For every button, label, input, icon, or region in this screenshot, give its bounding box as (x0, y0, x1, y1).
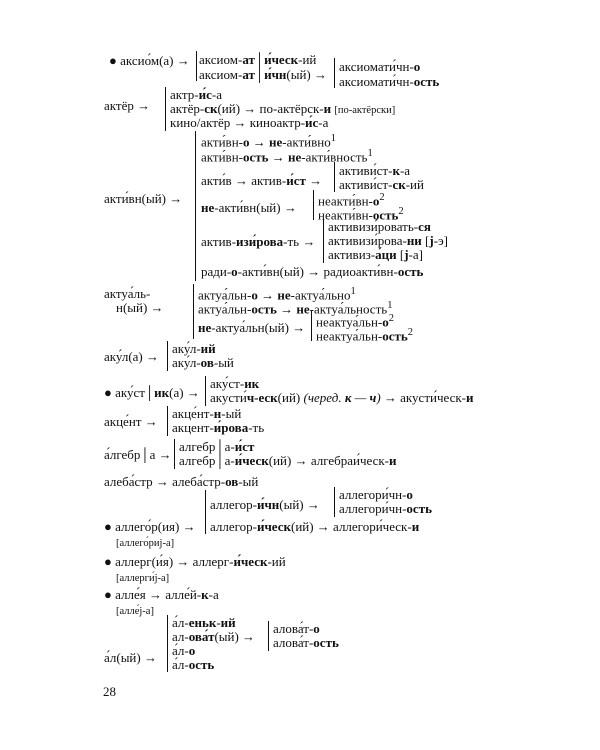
bracket (196, 51, 197, 81)
derivative: акти́в → актив-и́ст → (201, 173, 323, 188)
entry-headword: алеба́стр → алеба́стр-ов-ый (104, 474, 259, 489)
bracket (313, 190, 314, 220)
entry-headword: н(ый) → (116, 300, 164, 315)
bracket (167, 615, 168, 672)
derivative: аксиом-ат│и́ческ-ий (199, 52, 317, 67)
derivative: аллегор-и́ческ(ий) → аллегори́ческ-и (210, 519, 420, 534)
derivative: алова́т-ость (273, 635, 339, 650)
bracket (323, 219, 324, 263)
bracket (334, 487, 335, 517)
entry-headword: аку́л(а) → (104, 349, 159, 364)
derivative: алгебр│а-и́ст (179, 439, 255, 454)
bracket (334, 58, 335, 88)
bracket (165, 87, 166, 131)
derivative: не-акти́вн(ый) → (201, 200, 297, 215)
entry-headword: а́л(ый) → (104, 650, 157, 665)
derivative: алгебр│а-и́ческ(ий) → алгебраи́ческ-и (179, 453, 397, 468)
derivative: акусти́ч-еск(ий) (черед. к — ч) → акусти́ческ-и (210, 390, 474, 405)
derivative: кино/актёр → киноактр-и́с-а (170, 115, 329, 130)
bracket (205, 376, 206, 406)
derivative: акце́нт-н-ый (172, 406, 242, 421)
bracket (334, 162, 335, 192)
derivative: ради-о-акти́вн(ый) → радиоакти́вн-ость (201, 264, 424, 279)
derivative: активи́ст-ск-ий (339, 177, 424, 192)
bracket (205, 490, 206, 534)
derivative: аллегор-и́чн(ый) → (210, 497, 320, 512)
entry-headword: ● аллерг(и́я) → аллерг-и́ческ-ий (104, 554, 286, 569)
derivative: активизи́рова-ни [j-э] (328, 233, 448, 248)
derivative: актр-и́с-а (170, 87, 222, 102)
derivative: актуа́льн-о → не-актуа́льно$^1$ (198, 286, 356, 303)
page-number: 28 (103, 684, 116, 699)
derivative: $неакти́вн-о^2$ (318, 192, 385, 209)
derivative: а́л-еньк-ий (172, 615, 236, 630)
derivative: а́л-ость (172, 657, 215, 672)
bracket (167, 341, 168, 371)
entry-headword: акти́вн(ый) → (104, 191, 183, 206)
bracket (174, 439, 175, 469)
derivative: актёр-ск(ий) → по-актёрск-и [по-актёрски] (170, 101, 396, 116)
derivative: активиз-а́ци [j-а] (328, 247, 423, 262)
bracket (167, 406, 168, 436)
derivative: алова́т-о (273, 621, 320, 636)
entry-headword: а́лгебр│а → (104, 447, 172, 462)
bracket (193, 284, 194, 339)
derivative: неакти́вн-ость$^2$ (318, 206, 404, 223)
derivative: акти́вн-о → не-акти́вно$^1$ (201, 133, 336, 150)
derivative: аку́л-ов-ый (172, 355, 234, 370)
derivative: аксиомати́чн-ость (339, 74, 440, 89)
bracket (311, 311, 312, 341)
derivative: актуа́льн-ость → не-актуа́льность$^1$ (198, 300, 393, 317)
bracket (195, 131, 196, 281)
derivative: акцент-и́рова-ть (172, 420, 265, 435)
derivative: ал-ова́т(ый) → (172, 629, 256, 644)
derivative: аллегори́чн-ость (339, 501, 432, 516)
entry-headword: акце́нт → (104, 414, 158, 429)
derivative: $неактуа́льн-о^2$ (316, 313, 394, 330)
transcription: [аллего́риj-а] (116, 538, 175, 549)
entry-headword: ● алле́я → алле́й-к-а (104, 587, 219, 602)
transcription: [алле́j-а] (116, 606, 154, 617)
entry-headword: ● аку́ст│ик(а) → (104, 385, 200, 400)
derivative: активи́ст-к-а (339, 163, 411, 178)
entry-headword: ● аксио́м(а) → (109, 53, 190, 68)
derivative: акти́вн-ость → не-акти́вность$^1$ (201, 148, 373, 165)
derivative: аксиомати́чн-о (339, 59, 421, 74)
derivative: аксиом-ат│и́чн(ый) → (199, 67, 328, 82)
entry-headword: актёр → (104, 98, 151, 113)
entry-headword: ● аллего́р(ия) → (104, 519, 196, 534)
derivative: активизи́ровать-ся (328, 219, 431, 234)
derivative: аллегори́чн-о (339, 487, 413, 502)
derivative: неактуа́льн-ость$^2$ (316, 327, 414, 344)
bracket (268, 621, 269, 651)
derivative: а́л-о (172, 643, 196, 658)
derivative: аку́л-ий (172, 341, 216, 356)
derivative: не-актуа́льн(ый) → (198, 320, 306, 335)
transcription: [аллерги́j-а] (116, 573, 170, 584)
derivative: аку́ст-ик (210, 376, 260, 391)
derivative: актив-изи́рова-ть → (201, 234, 316, 249)
entry-headword: актуа́ль- (104, 286, 151, 301)
